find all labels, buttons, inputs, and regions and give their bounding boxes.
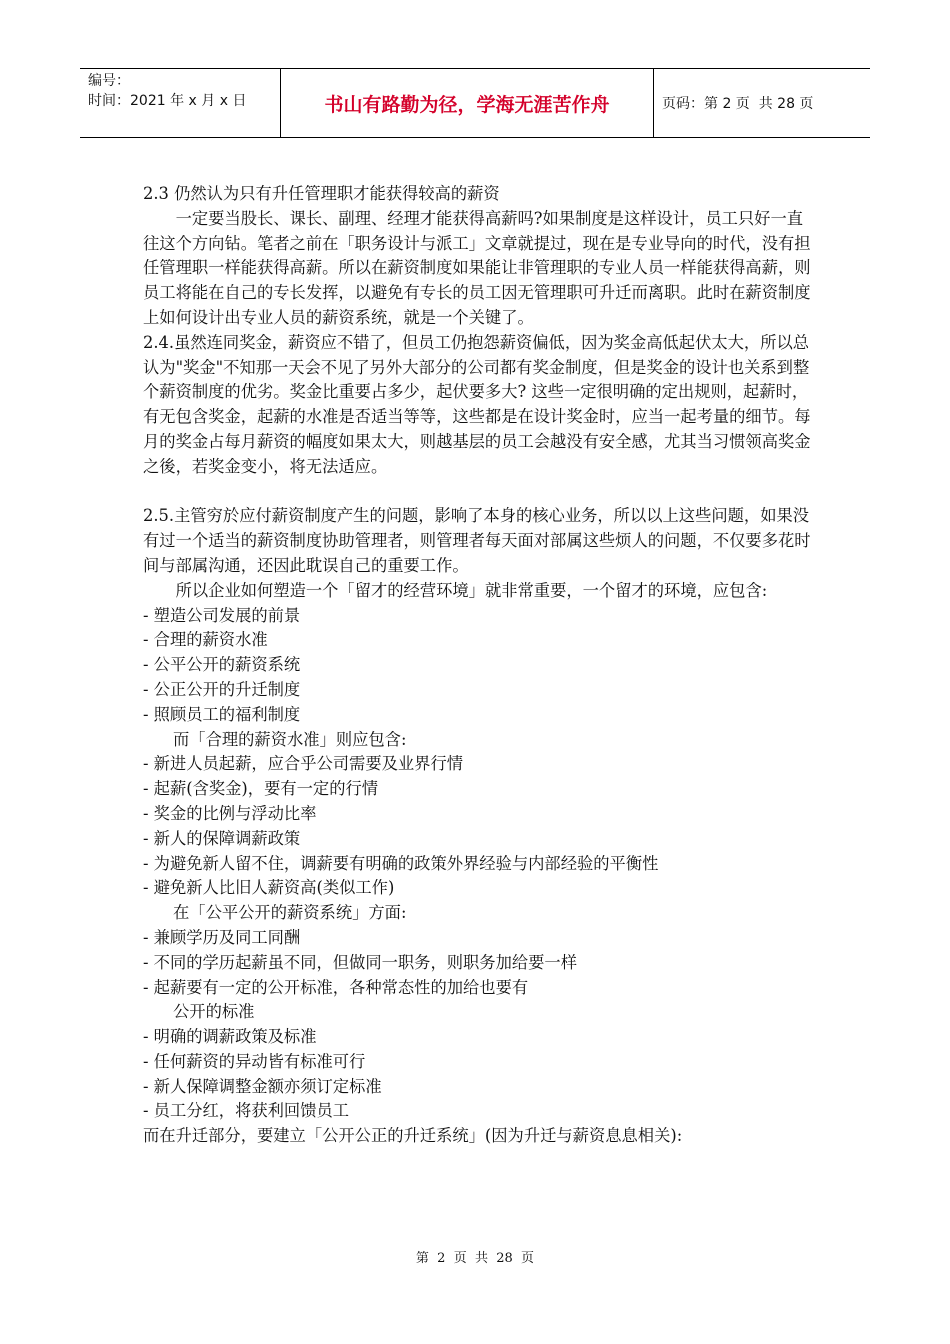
paragraph: 2.5.主管穷於应付薪资制度产生的问题，影响了本身的核心业务，所以以上这些问题，如果没有过一个适当的薪资制度协助管理者，则管理者每天面对部属这些烦人的问题，不仅要多花时间与部属沟通，还因此耽误自己的重要工作。 xyxy=(143,506,811,575)
list-item-continuation: 公开的标准 xyxy=(173,1002,255,1022)
document-header xyxy=(80,68,870,138)
paragraph: 一定要当股长、课长、副理、经理才能获得高薪吗?如果制度是这样设计，员工只好一直往这个方向钻。笔者之前在「职务设计与派工」文章就提过，现在是专业导向的时代，没有担任管理职一样能获得高薪。所以在薪资制度如果能让非管理职的专业人员一样能获得高薪，则员工将能在自己的专长发挥，以避免有专长的员工因无管理职可升迁而离职。此时在薪资制度上如何设计出专业人员的薪资系统，就是一个关键了。 xyxy=(143,208,811,327)
paragraph: 而在升迁部分，要建立「公开公正的升迁系统」(因为升迁与薪资息息相关): xyxy=(143,1126,683,1146)
section-heading: 2.3 仍然认为只有升任管理职才能获得较高的薪资 xyxy=(143,184,500,203)
list-intro: 而「合理的薪资水准」则应包含: xyxy=(173,729,407,749)
list-item: - 不同的学历起薪虽不同，但做同一职务，则职务加给要一样 xyxy=(143,952,577,972)
list-item: - 任何薪资的异动皆有标准可行 xyxy=(143,1051,366,1071)
paragraph: 2.4.虽然连同奖金，薪资应不错了，但员工仍抱怨薪资偏低，因为奖金高低起伏太大，所以总认为"奖金"不知那一天会不见了另外大部分的公司都有奖金制度，但是奖金的设计也关系到整个薪资制度的优劣。奖金比重要占多少，起伏要多大? 这些一定很明确的定出规则，起薪时，有无包含奖金，起薪的水准是否适当等等，这些都是在设计奖金时，应当一起考量的细节。每月的奖金占每月薪资的幅度如果太大，则越基层的员工会越没有安全感，尤其当习惯领高奖金之後，若奖金变小，将无法适应。 xyxy=(143,332,811,476)
list-item: - 新人保障调整金额亦须订定标准 xyxy=(143,1076,382,1096)
paragraph: 所以企业如何塑造一个「留才的经营环境」就非常重要，一个留才的环境，应包含: xyxy=(175,580,768,600)
list-item: - 奖金的比例与浮动比率 xyxy=(143,803,317,823)
list-item: - 员工分红，将获利回馈员工 xyxy=(143,1101,350,1121)
document-body xyxy=(143,182,813,1149)
header-divider xyxy=(653,69,654,137)
list-item: - 塑造公司发展的前景 xyxy=(143,605,301,625)
list-item: - 起薪(含奖金)，要有一定的行情 xyxy=(143,779,379,799)
list-item: - 避免新人比旧人薪资高(类似工作) xyxy=(143,878,395,898)
list-item: - 兼顾学历及同工同酬 xyxy=(143,927,301,947)
list-item: - 公平公开的薪资系统 xyxy=(143,655,301,675)
list-item: - 公正公开的升迁制度 xyxy=(143,679,301,699)
page-footer: 第 2 页 共 28 页 xyxy=(415,1251,535,1266)
document-date: 时间：2021 年 x 月 x 日 xyxy=(88,93,247,109)
header-page-info: 页码：第 2 页 共 28 页 xyxy=(662,96,814,112)
list-item: - 合理的薪资水准 xyxy=(143,630,268,650)
list-item: - 为避免新人留不住，调薪要有明确的政策外界经验与内部经验的平衡性 xyxy=(143,853,659,873)
list-intro: 在「公平公开的薪资系统」方面: xyxy=(173,903,407,923)
list-item: - 新人的保障调薪政策 xyxy=(143,828,301,848)
list-item: - 照顾员工的福利制度 xyxy=(143,704,301,724)
document-number-label: 编号： xyxy=(88,73,130,89)
header-motto: 书山有路勤为径，学海无涯苦作舟 xyxy=(324,93,610,116)
list-item: - 明确的调薪政策及标准 xyxy=(143,1027,317,1047)
list-item: - 起薪要有一定的公开标准，各种常态性的加给也要有 xyxy=(143,977,529,997)
header-meta xyxy=(88,71,278,111)
list-item: - 新进人员起薪，应合乎公司需要及业界行情 xyxy=(143,754,464,774)
paragraph-spacer xyxy=(143,480,813,505)
